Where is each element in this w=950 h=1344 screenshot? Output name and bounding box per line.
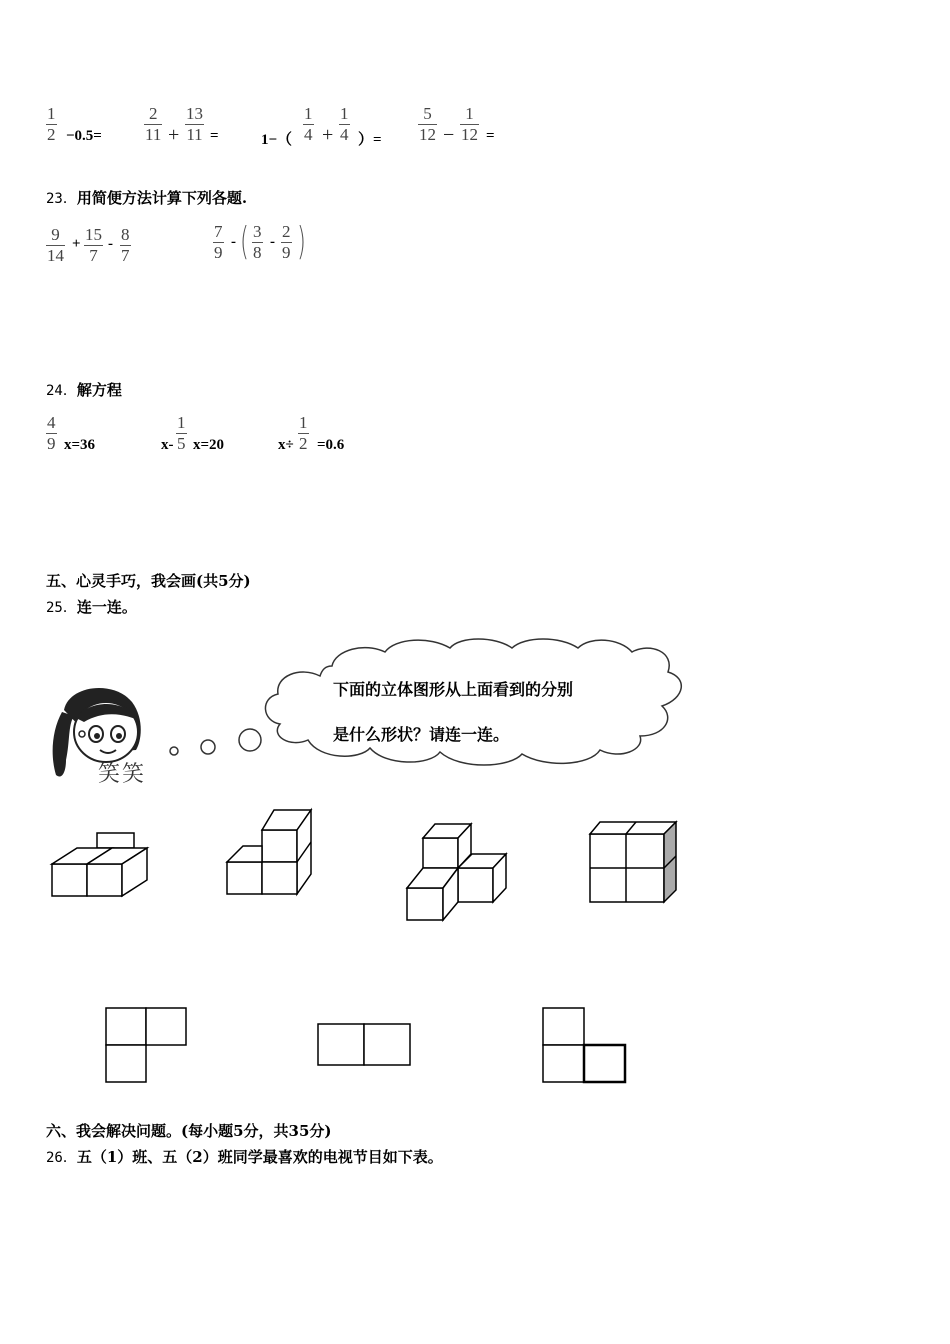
question-23: 23．用简便方法计算下列各题.: [46, 189, 248, 207]
minus-sign: −: [443, 124, 455, 146]
right-paren: ): [296, 219, 306, 263]
fraction: $\frac{13}{11}$: [186, 104, 203, 144]
expr-text: x-: [161, 437, 174, 453]
solid-figure-1: [50, 830, 150, 900]
fraction: $\frac{7}{9}$: [214, 222, 223, 262]
character-name: 笑笑: [98, 762, 147, 787]
expr-text: x=36: [64, 437, 96, 453]
section-6-heading: 六、我会解决问题。(每小题5分，共35分): [46, 1122, 332, 1140]
section-5-heading: 五、心灵手巧，我会画(共5分): [46, 572, 251, 590]
fraction: $\frac{1}{12}$: [461, 104, 478, 144]
expr-text: ）=: [358, 132, 382, 148]
cloud-text-line-2: 是什么形状？请连一连。: [333, 725, 510, 744]
fraction: $\frac{2}{11}$: [145, 104, 162, 144]
speech-cloud: [260, 636, 695, 776]
fraction: $\frac{2}{9}$: [282, 222, 291, 262]
equals-sign: =: [210, 128, 219, 144]
expr-text: =0.6: [317, 437, 345, 453]
cloud-text-line-1: 下面的立体图形从上面看到的分别: [333, 680, 574, 699]
solid-figure-3: [405, 822, 513, 924]
minus-sign: -: [231, 234, 236, 250]
expr-text: −0.5=: [66, 128, 102, 144]
fraction: $\frac{1}{4}$: [304, 104, 313, 144]
top-view-two-squares: [316, 1022, 416, 1068]
plus-sign: +: [168, 124, 180, 146]
minus-sign: -: [270, 234, 275, 250]
top-view-corner-shape: [541, 1006, 629, 1086]
equals-sign: =: [486, 128, 495, 144]
question-25: 25．连一连。: [46, 598, 137, 616]
plus-sign: +: [322, 124, 334, 146]
fraction: $\frac{9}{14}$: [47, 225, 64, 265]
fraction: $\frac{4}{9}$: [47, 413, 56, 453]
fraction: $\frac{1}{2}$: [47, 104, 56, 144]
solid-figure-4: [588, 820, 680, 904]
expr-text: 1−（: [261, 132, 293, 148]
fraction: $\frac{1}{2}$: [299, 413, 308, 453]
fraction: $\frac{1}{5}$: [177, 413, 186, 453]
plus-sign: +: [72, 236, 81, 252]
expr-text: x÷: [278, 437, 294, 453]
question-26: 26．五（1）班、五（2）班同学最喜欢的电视节目如下表。: [46, 1148, 443, 1166]
question-24: 24．解方程: [46, 381, 122, 399]
fraction: $\frac{15}{7}$: [85, 225, 102, 265]
fraction: $\frac{3}{8}$: [253, 222, 262, 262]
expr-text: x=20: [193, 437, 225, 453]
minus-sign: -: [108, 236, 113, 252]
top-view-l-shape: [104, 1006, 189, 1086]
thought-dots: [165, 725, 265, 765]
solid-figure-2: [225, 806, 320, 898]
fraction: $\frac{5}{12}$: [419, 104, 436, 144]
fraction: $\frac{8}{7}$: [121, 225, 130, 265]
fraction: $\frac{1}{4}$: [340, 104, 349, 144]
left-paren: (: [239, 219, 249, 263]
